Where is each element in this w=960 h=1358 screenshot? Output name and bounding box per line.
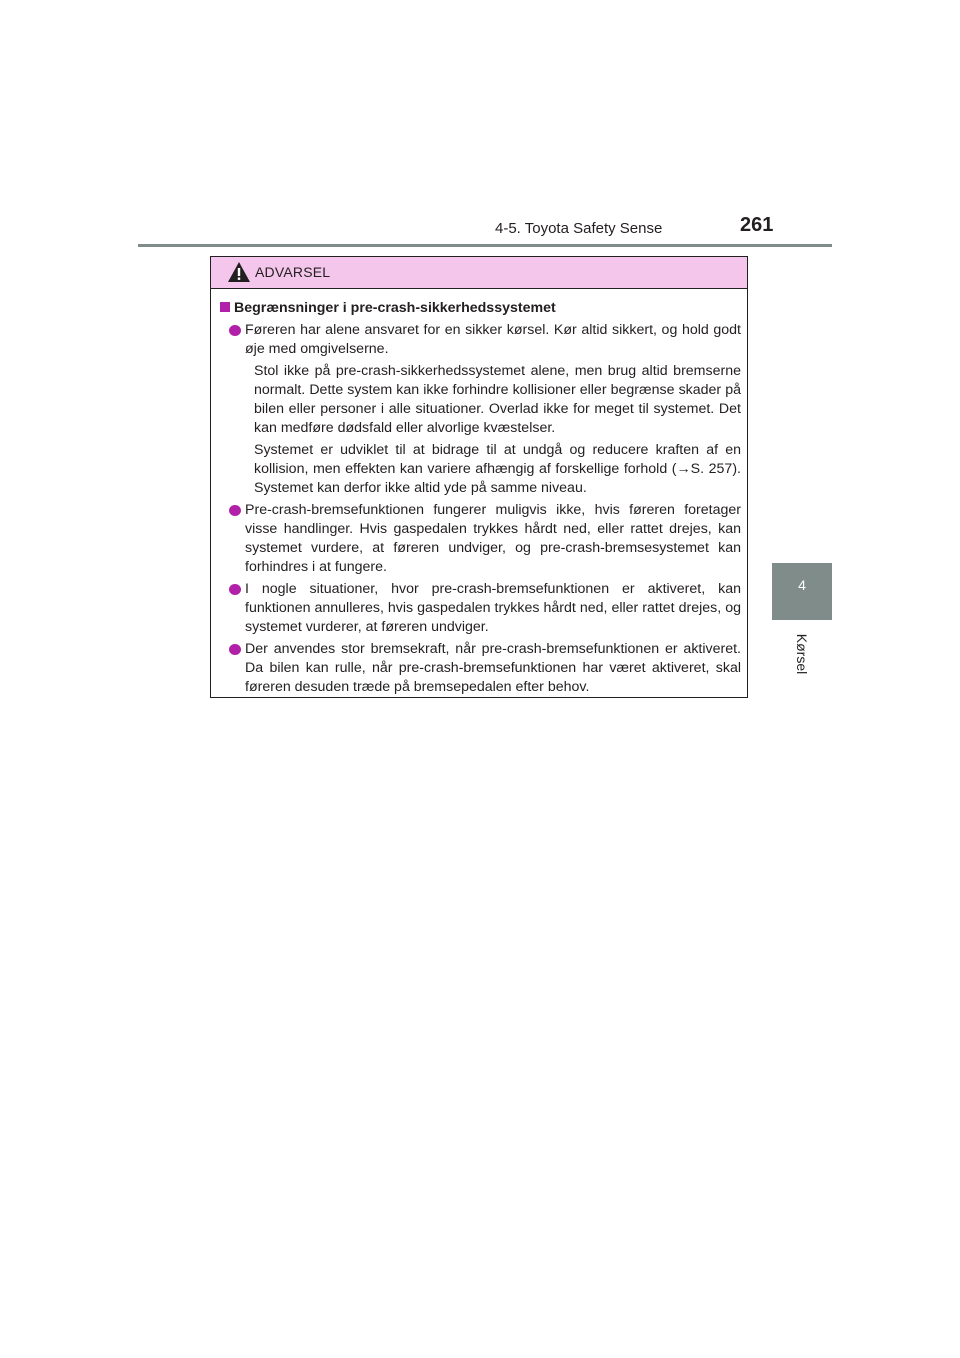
- warning-heading-text: Begrænsninger i pre-crash-sikkerhedssystemet: [234, 300, 556, 316]
- paragraph: Systemet er udviklet til at bidrage til at undgå og reducere kraften af en kollision, men effekten kan variere afhængig af forskellige forhold (→S. 257). Systemet kan derfor ikke altid yde på samme niveau.: [254, 442, 741, 496]
- list-item: [220, 501, 741, 577]
- list-item-text: Der anvendes stor bremsekraft, når pre-crash-bremsefunktionen er aktiveret. Da bilen kan rulle, når pre-crash-bremsefunktionen har været aktiveret, skal føreren desuden træde på bremsepedalen efter behov.: [245, 641, 741, 695]
- bullet-dot-icon: [229, 505, 241, 516]
- chapter-label-text: Kørsel: [793, 633, 810, 675]
- list-item-text: Føreren har alene ansvaret for en sikker kørsel. Kør altid sikkert, og hold godt øje med omgivelserne.: [245, 322, 741, 357]
- section-title: 4-5. Toyota Safety Sense: [495, 220, 663, 237]
- warning-header: [211, 257, 747, 289]
- bullet-dot-icon: [229, 584, 241, 595]
- list-item: [220, 640, 741, 697]
- warning-box: [210, 256, 748, 698]
- list-item-text: I nogle situationer, hvor pre-crash-bremsefunktionen er aktiveret, kan funktionen annulleres, hvis gaspedalen trykkes hårdt ned, eller rattet drejes, og systemet vurderer, at føreren undviger.: [245, 581, 741, 635]
- bullet-dot-icon: [229, 325, 241, 336]
- chapter-tab: 4: [772, 563, 832, 620]
- list-item: [220, 580, 741, 637]
- page-number: 261: [740, 214, 774, 236]
- chapter-label: [772, 624, 832, 684]
- square-bullet-icon: [220, 302, 230, 312]
- warning-triangle-icon: [227, 261, 251, 283]
- list-item: [220, 321, 741, 359]
- list-item-text: Pre-crash-bremsefunktionen fungerer muligvis ikke, hvis føreren foretager visse handlinger. Hvis gaspedalen trykkes hårdt ned, eller rattet drejes, kan systemet vurdere, at føreren undviger, og pre-crash-bremsesystemet kan forhindres i at fungere.: [245, 502, 741, 575]
- paragraph: Stol ikke på pre-crash-sikkerhedssystemet alene, men brug altid bremserne normalt. Dette system kan ikke forhindre kollisioner eller begrænse skader på bilen eller personer i alle situationer. Overlad ikke for meget til systemet. Det kan medføre dødsfald eller alvorlige kvæstelser.: [254, 363, 741, 436]
- warning-heading: [220, 299, 741, 318]
- warning-title: ADVARSEL: [255, 264, 331, 280]
- bullet-dot-icon: [229, 644, 241, 655]
- warning-body: [211, 289, 747, 697]
- header-divider: [138, 244, 832, 247]
